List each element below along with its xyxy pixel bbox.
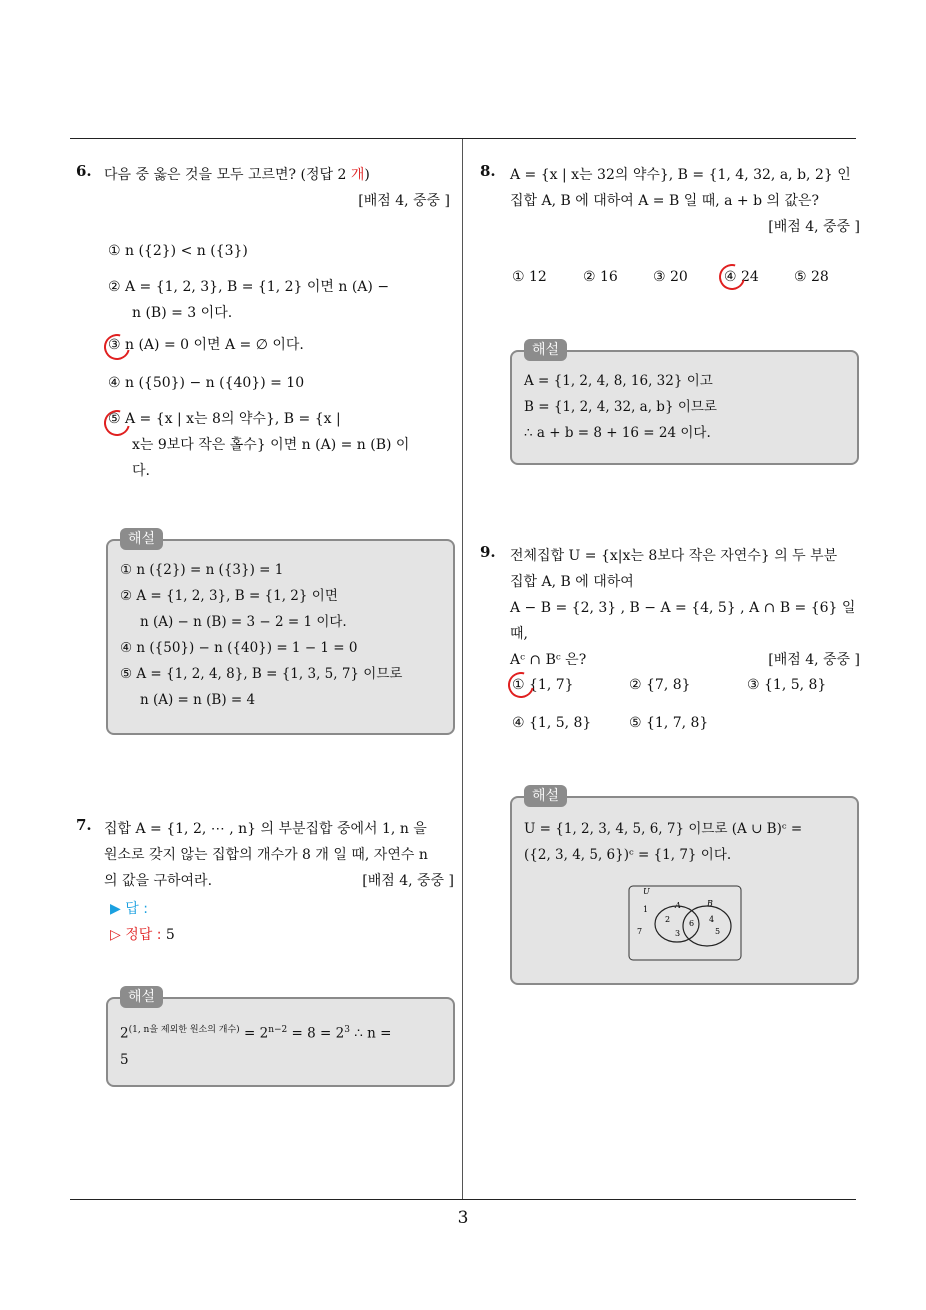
q6-option-5[interactable]: ⑤ A = {x | x는 8의 약수}, B = {x | [108,411,341,427]
q8-option-4[interactable]: ④ 24 [724,269,759,285]
q8-option-3[interactable]: ③ 20 [653,269,688,285]
q8-solution-body [524,368,849,446]
q9-line-2: 집합 A, B 에 대하여 [510,574,634,590]
header-rule [70,138,856,139]
q7-line-2: 원소로 갖지 않는 집합의 개수가 8 개 일 때, 자연수 n [104,847,428,863]
venn-num-6: 6 [689,919,695,928]
venn-num-4: 4 [709,915,715,924]
q9-solution-label: 해설 [524,785,567,807]
q9-option-5[interactable]: ⑤ {1, 7, 8} [629,715,709,731]
venn-label-u: U [643,887,650,896]
q8-option-1[interactable]: ① 12 [512,269,547,285]
q6-text-c: ) [364,167,370,183]
q6-option-2-cont: n (B) = 3 이다. [132,305,233,321]
q6-option-1[interactable]: ① n ({2}) < n ({3}) [108,243,248,259]
q8-line-1: A = {x | x는 32의 약수}, B = {1, 4, 32, a, b, 2} 인 [510,167,851,183]
q9-solution-body [524,816,849,868]
column-divider [462,139,463,1199]
q8-number: 8. [480,162,496,180]
venn-num-1: 1 [643,905,649,914]
q6-text-red: 개 [350,167,365,183]
q6-options [108,238,444,484]
q8-score: [배점 4, 중중 ] [768,219,860,235]
q9-line-3: A − B = {2, 3} , B − A = {4, 5} , A ∩ B = {6} 일 때, [510,600,856,642]
q7-solution-label: 해설 [120,986,163,1008]
q7-number: 7. [76,816,92,834]
venn-label-a: A [675,901,681,910]
q7-correct-row [110,922,175,948]
venn-num-7: 7 [637,927,643,936]
q8-options [512,264,852,290]
q6-score: [배점 4, 중중 ] [358,193,450,209]
q6-option-4[interactable]: ④ n ({50}) − n ({40}) = 10 [108,375,305,391]
venn-num-2: 2 [665,915,671,924]
venn-num-5: 5 [715,927,721,936]
q9-number: 9. [480,543,496,561]
q9-line-4: Aᶜ ∩ Bᶜ 은? [510,652,587,668]
q6-text-a: 다음 중 옳은 것을 모두 고르면? (정답 2 [104,167,351,183]
q6-prompt [104,162,450,214]
q9-sol-line-2: ({2, 3, 4, 5, 6})ᶜ = {1, 7} 이다. [524,847,732,863]
q6-option-5-cont: x는 9보다 작은 홀수} 이면 n (A) = n (B) 이 [132,437,410,453]
q6-sol-line-4: ④ n ({50}) − n ({40}) = 1 − 1 = 0 [120,640,358,656]
q7-answer-row[interactable] [110,896,148,922]
q9-option-2[interactable]: ② {7, 8} [629,677,691,693]
q6-number: 6. [76,162,92,180]
page-number: 3 [457,1208,469,1228]
q9-sol-line-1: U = {1, 2, 3, 4, 5, 6, 7} 이므로 (A ∪ B)ᶜ = [524,821,803,837]
q6-sol-line-5: ⑤ A = {1, 2, 4, 8}, B = {1, 3, 5, 7} 이므로 [120,666,403,682]
q9-option-3[interactable]: ③ {1, 5, 8} [747,677,827,693]
venn-label-b: B [707,899,713,908]
q6-sol-line-3: n (A) − n (B) = 3 − 2 = 1 이다. [140,614,347,630]
q6-solution-box [106,531,455,735]
q7-line-3: 의 값을 구하여라. [104,873,213,889]
q9-prompt [510,543,860,673]
q7-solution-body [120,1017,445,1073]
q7-correct-value: 5 [165,927,175,943]
q6-solution-label: 해설 [120,528,163,550]
q8-option-5[interactable]: ⑤ 28 [794,269,829,285]
q8-option-2[interactable]: ② 16 [583,269,618,285]
q8-sol-line-2: B = {1, 2, 4, 32, a, b} 이므로 [524,399,717,415]
q9-score: [배점 4, 중중 ] [768,652,860,668]
footer-rule [70,1199,856,1200]
q7-solution-box [106,989,455,1087]
q9-solution-box [510,788,859,985]
q8-solution-box [510,342,859,465]
q9-venn-diagram [627,884,743,964]
q9-option-1[interactable]: ① {1, 7} [512,677,574,693]
q7-correct-label: ▷ 정답 : [110,927,162,943]
q8-sol-line-1: A = {1, 2, 4, 8, 16, 32} 이고 [524,373,713,389]
q7-score: [배점 4, 중중 ] [362,873,454,889]
q7-answer-label: ▶ 답 : [110,901,148,917]
q8-line-2: 집합 A, B 에 대하여 A = B 일 때, a + b 의 값은? [510,193,820,209]
venn-num-3: 3 [675,929,681,938]
q6-sol-line-1: ① n ({2}) = n ({3}) = 1 [120,562,284,578]
q6-option-5-cont2: 다. [132,463,150,479]
q7-sol-line-1: $2^{(1, n을 제외한 원소의 개수)} = 2^{n-2} = 8 = 2^3$ ∴ n = [120,1025,392,1042]
q6-solution-body [120,557,445,713]
q8-sol-line-3: ∴ a + b = 8 + 16 = 24 이다. [524,425,711,441]
q9-line-1: 전체집합 U = {x|x는 8보다 작은 자연수} 의 두 부분 [510,548,838,564]
q7-line-1: 집합 A = {1, 2, ⋯ , n} 의 부분집합 중에서 1, n 을 [104,821,427,837]
q8-solution-label: 해설 [524,339,567,361]
q6-sol-line-6: n (A) = n (B) = 4 [140,692,256,708]
q7-sol-line-2: 5 [120,1051,129,1068]
q9-option-4[interactable]: ④ {1, 5, 8} [512,715,592,731]
venn-universe-rect [629,886,741,960]
q8-prompt [510,162,860,240]
q7-prompt [104,816,454,894]
q6-option-2[interactable]: ② A = {1, 2, 3}, B = {1, 2} 이면 n (A) − [108,279,390,295]
q6-option-3[interactable]: ③ n (A) = 0 이면 A = ∅ 이다. [108,337,304,353]
q6-sol-line-2: ② A = {1, 2, 3}, B = {1, 2} 이면 [120,588,338,604]
q9-options [512,672,852,736]
